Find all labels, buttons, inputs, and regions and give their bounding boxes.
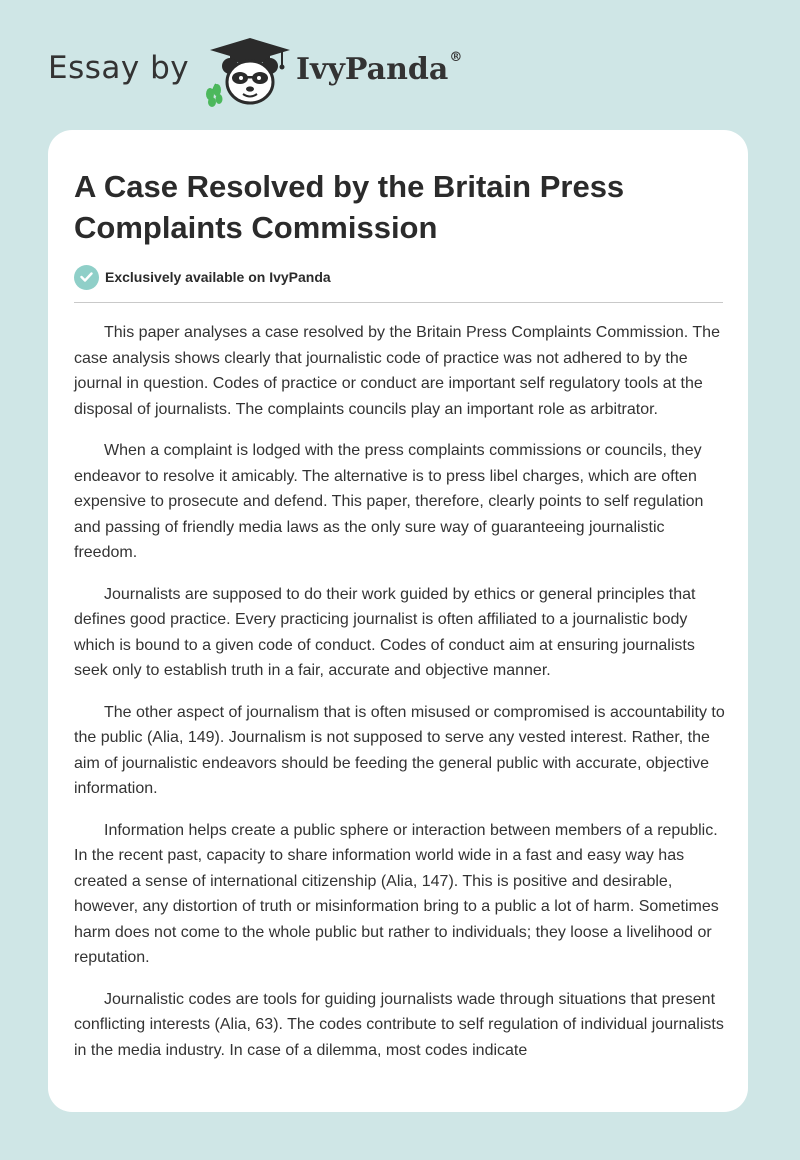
check-icon bbox=[74, 265, 99, 290]
paragraph-3: Journalists are supposed to do their work guided by ethics or general principles that defines good practice. Every practicing journalist is often affiliated to a journalistic body which is bound to a given code of conduct. Codes of conduct aim at ensuring journalists seek only to establish truth in a fair, accurate and objective manner. bbox=[74, 585, 696, 679]
essay-card bbox=[48, 130, 748, 1112]
site-header bbox=[0, 0, 800, 130]
paragraph-1: This paper analyses a case resolved by the Britain Press Complaints Commission. The case analysis shows clearly that journalistic code of practice was not adhered to by the journal in question. Codes of practice or conduct are important self regulatory tools at the disposal of journalists. The complaints councils play an important role as arbitrator. bbox=[74, 324, 720, 418]
essay-by-label: Essay by bbox=[48, 50, 190, 86]
paragraph-6: Journalistic codes are tools for guiding journalists wade through situations that present conflicting interests (Alia, 63). The codes contribute to self regulation of individual journalists in the media industry. In case of a dilemma, most codes indicate bbox=[74, 990, 724, 1059]
essay-body bbox=[74, 320, 726, 1079]
panda-logo-icon[interactable] bbox=[202, 36, 298, 108]
brand-name-text: IvyPanda bbox=[296, 52, 449, 87]
paragraph-4: The other aspect of journalism that is often misused or compromised is accountability to the public (Alia, 149). Journalism is not supposed to serve any vested interest. Rather, the aim of journalistic endeavors should be feeding the general public with accurate, objective information. bbox=[74, 703, 725, 797]
exclusive-badge bbox=[74, 264, 331, 290]
exclusive-badge-label: Exclusively available on IvyPanda bbox=[105, 269, 331, 285]
paragraph-5: Information helps create a public sphere or interaction between members of a republic. In the recent past, capacity to share information world wide in a fast and easy way has created a sense of international citizenship (Alia, 147). This is positive and desirable, however, any distortion of truth or misinformation bring to a public a lot of harm. Sometimes harm does not come to the whole public but rather to individuals; they loose a livelihood or reputation. bbox=[74, 821, 719, 966]
brand-name[interactable] bbox=[296, 52, 462, 87]
trademark-symbol: ® bbox=[449, 50, 463, 65]
title-divider bbox=[74, 302, 723, 303]
essay-title: A Case Resolved by the Britain Press Complaints Commission bbox=[74, 169, 625, 245]
paragraph-2: When a complaint is lodged with the press complaints commissions or councils, they endeavor to resolve it amicably. The alternative is to press libel charges, which are often expensive to prosecute and defend. This paper, therefore, clearly points to self regulation and passing of friendly media laws as the only sure way of guaranteeing journalistic freedom. bbox=[74, 442, 704, 561]
